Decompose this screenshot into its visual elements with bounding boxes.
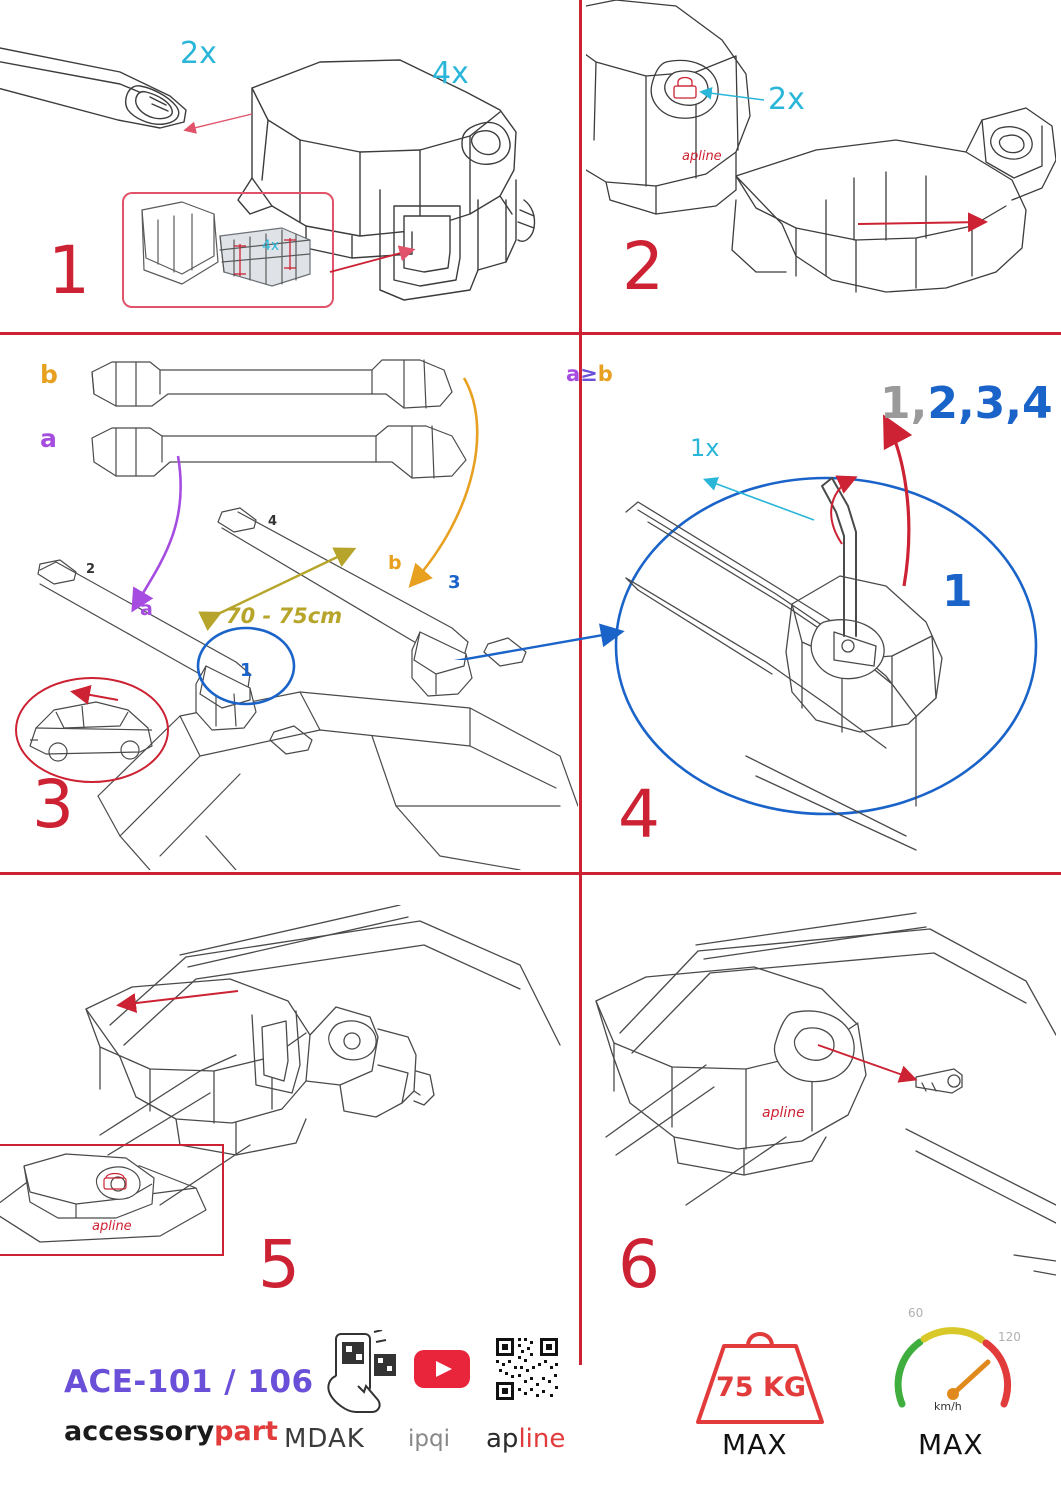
sequence-first: 1, [880, 378, 928, 429]
step-3-arrow-b-label: b [388, 552, 402, 574]
apline-line-text: line [518, 1424, 566, 1454]
relation-a: a [566, 362, 581, 386]
brand-text-step5: apline [92, 1219, 132, 1234]
step-5-detail-illustration [0, 1144, 222, 1254]
step-1-number: 1 [48, 232, 89, 309]
step-1-qty-bars: 2x [180, 36, 217, 71]
step-4-number: 4 [618, 776, 659, 853]
step-3-arrow-a-label: a [140, 598, 153, 620]
step-4-tightening-sequence [880, 378, 1053, 429]
step-1-qty-feet: 4x [432, 56, 469, 91]
step-6-number: 6 [618, 1226, 659, 1303]
step-3-foot-number-3: 3 [448, 572, 461, 593]
qr-code-icon[interactable] [494, 1336, 560, 1402]
step-1-detail-illustration [122, 192, 332, 306]
gauge-tick-low: 60 [908, 1306, 924, 1320]
gauge-tick-high: 120 [998, 1330, 1021, 1344]
section-divider-1 [0, 332, 1061, 335]
footer-ipqi-brand: ipqi [408, 1426, 450, 1452]
step-3-distance-label: 70 - 75cm [226, 604, 343, 628]
speed-unit-label: km/h [934, 1400, 962, 1413]
svg-text:apline: apline [682, 149, 722, 164]
section-divider-2 [0, 872, 1061, 875]
step-2-number: 2 [622, 228, 663, 305]
max-weight-value: 75 KG [716, 1372, 807, 1403]
footer-apline-brand [486, 1424, 565, 1454]
step-2-qty-locks: 2x [768, 82, 805, 117]
footer-model-code: ACE-101 / 106 [64, 1364, 314, 1400]
relation-b: b [597, 362, 613, 386]
step-4-relation-label: a≥b [566, 362, 613, 386]
max-speed-label: MAX [918, 1428, 984, 1461]
brand-accessory-text: accessory [64, 1416, 215, 1447]
youtube-play-icon[interactable] [412, 1348, 472, 1390]
section-divider-vertical-3 [579, 335, 582, 872]
hand-scan-qr-icon [320, 1330, 398, 1416]
svg-text:apline: apline [762, 1105, 805, 1121]
step-3-bar-a-label: a [40, 424, 57, 453]
step-3-foot-number-1: 1 [240, 660, 253, 681]
step-4-first-bolt-number: 1 [942, 566, 973, 617]
brand-part-text: part [214, 1416, 278, 1447]
footer-mdak-brand: MDAK [284, 1424, 365, 1454]
apline-ap-text: ap [486, 1424, 519, 1454]
step-4-qty-key: 1x [690, 434, 720, 462]
step-3-number: 3 [32, 766, 73, 843]
step-3-foot-number-2: 2 [86, 562, 96, 577]
step-5-number: 5 [258, 1226, 299, 1303]
footer-brand [64, 1416, 278, 1447]
step-1-clip-qty: 4x [262, 238, 280, 254]
step-3-foot-number-4: 4 [268, 514, 278, 529]
sequence-rest: 2,3,4 [927, 378, 1053, 429]
section-divider-vertical-2 [579, 875, 582, 1365]
step-3-bar-b-label: b [40, 360, 58, 389]
max-weight-label: MAX [722, 1428, 788, 1461]
